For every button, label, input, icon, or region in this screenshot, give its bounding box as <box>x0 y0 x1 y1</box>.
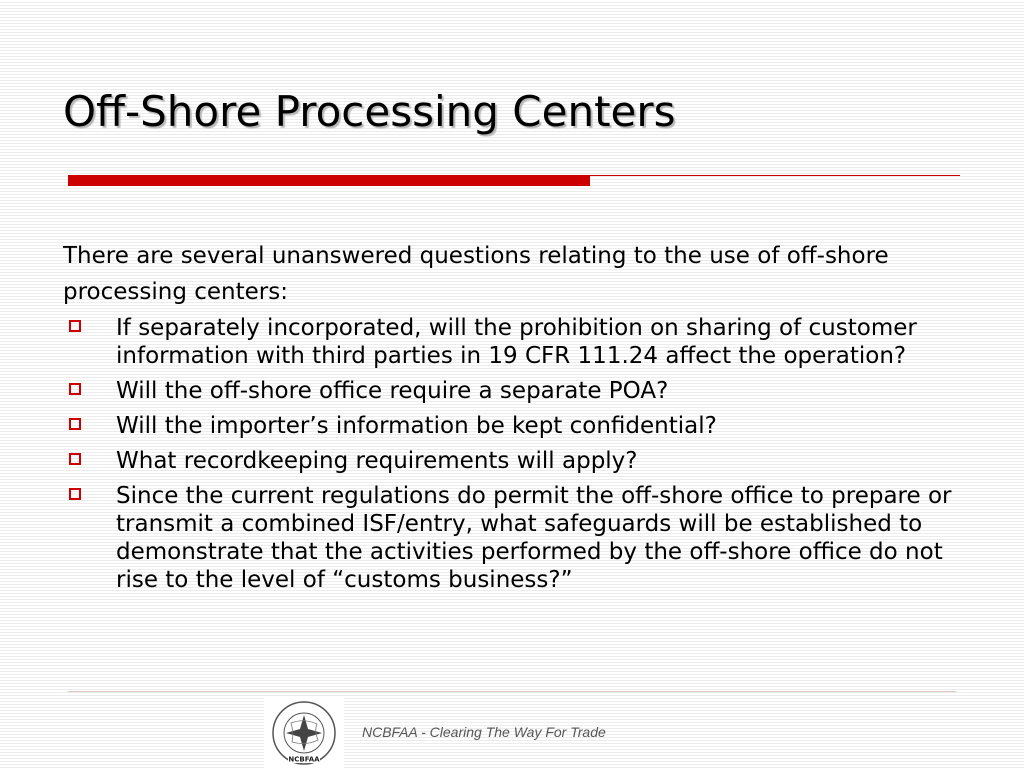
svg-text:NCBFAA: NCBFAA <box>288 755 320 764</box>
bullet-item <box>63 314 968 370</box>
bullet-text: What recordkeeping requirements will apply? <box>116 448 638 474</box>
bullet-text: Will the importer’s information be kept confidential? <box>116 413 717 439</box>
bullet-item <box>63 412 968 440</box>
slide-title: Off-Shore Processing Centers <box>63 87 676 136</box>
bullet-text: Since the current regulations do permit the off-shore office to prepare or transmit a combined ISF/entry, what safeguards will be established to demonstrate that the activities performed by the off-shore office do not rise to the level of “customs business?” <box>116 483 952 593</box>
footer-divider <box>68 691 956 692</box>
bullet-text: If separately incorporated, will the prohibition on sharing of customer information with third parties in 19 CFR 111.24 affect the operation? <box>116 315 917 369</box>
bullet-item <box>63 377 968 405</box>
slide-body <box>63 238 968 601</box>
title-underline-thin <box>590 175 960 176</box>
hollow-square-bullet-icon <box>69 320 81 332</box>
intro-text: There are several unanswered questions relating to the use of off-shore processing centers: <box>63 243 889 305</box>
bullet-item <box>63 447 968 475</box>
title-underline-thick <box>68 175 590 186</box>
bullet-text: Will the off-shore office require a separate POA? <box>116 378 669 404</box>
hollow-square-bullet-icon <box>69 383 81 395</box>
footer-tagline: NCBFAA - Clearing The Way For Trade <box>362 724 606 740</box>
hollow-square-bullet-icon <box>69 488 81 500</box>
ncbfaa-logo-icon <box>264 698 344 768</box>
bullet-list <box>63 314 968 594</box>
hollow-square-bullet-icon <box>69 418 81 430</box>
bullet-item <box>63 482 968 594</box>
hollow-square-bullet-icon <box>69 453 81 465</box>
